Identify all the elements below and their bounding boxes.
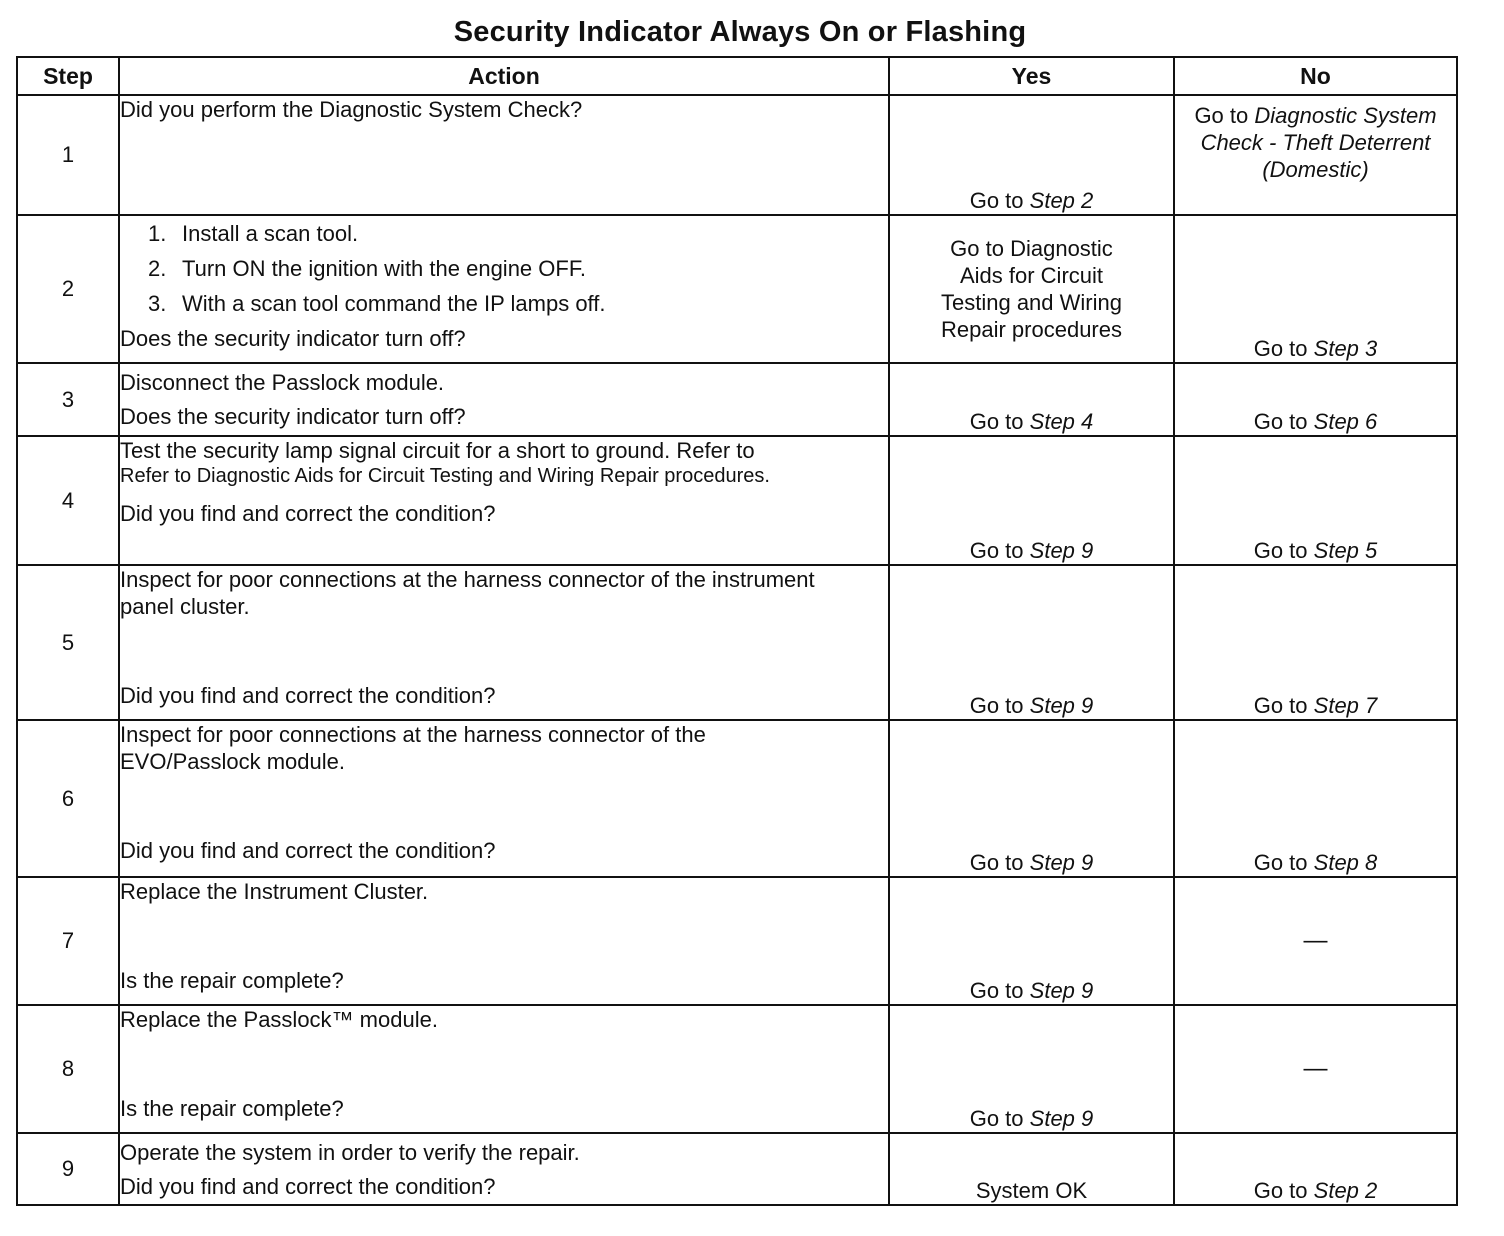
step-number: 5 <box>17 565 119 720</box>
action-question: Did you find and correct the condition? <box>120 1174 496 1199</box>
action-text: Operate the system in order to verify the repair. <box>120 1140 580 1165</box>
no-step-link[interactable]: Step 8 <box>1313 850 1378 875</box>
table-row-step-8 <box>17 1005 1457 1133</box>
yes-step-link[interactable]: Step 9 <box>1029 693 1094 718</box>
step-number: 6 <box>17 720 119 877</box>
action-text: Replace the Passlock™ module. <box>120 1007 438 1032</box>
table-row-step-1 <box>17 95 1457 215</box>
header-yes: Yes <box>889 57 1174 95</box>
yes-cell <box>889 436 1174 565</box>
no-prefix: Go to <box>1194 103 1249 128</box>
no-link[interactable]: Diagnostic System Check - Theft Deterrent (Domestic) <box>1200 103 1437 182</box>
no-cell-dash: — <box>1174 877 1457 1005</box>
list-item: 3. With a scan tool command the IP lamps off. <box>148 291 606 316</box>
action-cell <box>119 720 889 877</box>
action-text: Inspect for poor connections at the harness connector of the EVO/Passlock module. <box>120 722 706 774</box>
no-cell <box>1174 1133 1457 1205</box>
action-text: Replace the Instrument Cluster. <box>120 879 429 904</box>
no-cell <box>1174 436 1457 565</box>
table-row-step-7 <box>17 877 1457 1005</box>
step-number: 1 <box>17 95 119 215</box>
action-reference: Refer to Diagnostic Aids for Circuit Testing and Wiring Repair procedures. <box>120 465 770 487</box>
no-prefix: Go to <box>1253 336 1308 361</box>
table-row-step-4 <box>17 436 1457 565</box>
table-row-step-9 <box>17 1133 1457 1205</box>
table-row-step-5 <box>17 565 1457 720</box>
step-number: 4 <box>17 436 119 565</box>
action-cell <box>119 215 889 363</box>
table-row-step-6 <box>17 720 1457 877</box>
header-row <box>17 57 1457 95</box>
yes-cell <box>889 1133 1174 1205</box>
action-question: Did you find and correct the condition? <box>120 838 496 863</box>
yes-cell <box>889 877 1174 1005</box>
no-step-link[interactable]: Step 6 <box>1313 409 1378 434</box>
yes-step-link[interactable]: Step 9 <box>1029 850 1094 875</box>
no-cell-dash: — <box>1174 1005 1457 1133</box>
action-text: Did you perform the Diagnostic System Check? <box>120 97 583 122</box>
yes-prefix: Go to <box>969 188 1024 213</box>
yes-cell <box>889 363 1174 436</box>
action-cell <box>119 363 889 436</box>
action-cell <box>119 1133 889 1205</box>
no-prefix: Go to <box>1253 693 1308 718</box>
action-question: Is the repair complete? <box>120 968 344 993</box>
yes-prefix: Go to <box>969 538 1024 563</box>
yes-prefix: Go to <box>969 1106 1024 1131</box>
step-number: 7 <box>17 877 119 1005</box>
action-question: Did you find and correct the condition? <box>120 683 496 708</box>
yes-cell <box>889 565 1174 720</box>
diagnostic-table <box>16 56 1458 1206</box>
no-step-link[interactable]: Step 7 <box>1313 693 1378 718</box>
yes-step-link[interactable]: Step 9 <box>1029 1106 1094 1131</box>
no-cell <box>1174 95 1457 215</box>
step-number: 2 <box>17 215 119 363</box>
action-text: Test the security lamp signal circuit for a short to ground. Refer to <box>120 438 755 463</box>
action-question: Did you find and correct the condition? <box>120 501 496 526</box>
yes-cell <box>889 215 1174 363</box>
action-question: Does the security indicator turn off? <box>120 404 466 429</box>
header-step: Step <box>17 57 119 95</box>
yes-cell <box>889 1005 1174 1133</box>
step-number: 3 <box>17 363 119 436</box>
no-cell <box>1174 720 1457 877</box>
yes-link[interactable]: Go to Diagnostic Aids for Circuit Testing and Wiring Repair procedures <box>941 236 1122 342</box>
header-no: No <box>1174 57 1457 95</box>
yes-step-link[interactable]: Step 9 <box>1029 978 1094 1003</box>
no-prefix: Go to <box>1253 850 1308 875</box>
yes-prefix: Go to <box>969 409 1024 434</box>
no-prefix: Go to <box>1253 1178 1308 1203</box>
table-row-step-3 <box>17 363 1457 436</box>
yes-cell <box>889 720 1174 877</box>
yes-step-link[interactable]: Step 9 <box>1029 538 1094 563</box>
action-question: Does the security indicator turn off? <box>120 326 466 351</box>
no-cell <box>1174 215 1457 363</box>
step-number: 9 <box>17 1133 119 1205</box>
action-cell <box>119 565 889 720</box>
yes-step-link[interactable]: Step 2 <box>1029 188 1094 213</box>
header-action: Action <box>119 57 889 95</box>
yes-step-link[interactable]: Step 4 <box>1029 409 1094 434</box>
no-step-link[interactable]: Step 3 <box>1313 336 1378 361</box>
yes-text: System OK <box>975 1178 1088 1203</box>
yes-prefix: Go to <box>969 693 1024 718</box>
page-title: Security Indicator Always On or Flashing <box>453 16 1027 48</box>
table-row-step-2 <box>17 215 1457 363</box>
yes-prefix: Go to <box>969 850 1024 875</box>
list-item: 1. Install a scan tool. <box>148 221 359 246</box>
action-text: Inspect for poor connections at the harness connector of the instrument panel cluster. <box>120 567 815 619</box>
no-prefix: Go to <box>1253 538 1308 563</box>
list-item: 2. Turn ON the ignition with the engine OFF. <box>148 256 586 281</box>
action-cell <box>119 1005 889 1133</box>
action-cell <box>119 436 889 565</box>
action-question: Is the repair complete? <box>120 1096 344 1121</box>
step-number: 8 <box>17 1005 119 1133</box>
action-text: Disconnect the Passlock module. <box>120 370 445 395</box>
action-cell <box>119 877 889 1005</box>
no-cell <box>1174 565 1457 720</box>
no-step-link[interactable]: Step 5 <box>1313 538 1378 563</box>
yes-cell <box>889 95 1174 215</box>
yes-prefix: Go to <box>969 978 1024 1003</box>
action-list <box>120 220 888 317</box>
no-prefix: Go to <box>1253 409 1308 434</box>
action-cell <box>119 95 889 215</box>
no-step-link[interactable]: Step 2 <box>1313 1178 1378 1203</box>
no-cell <box>1174 363 1457 436</box>
